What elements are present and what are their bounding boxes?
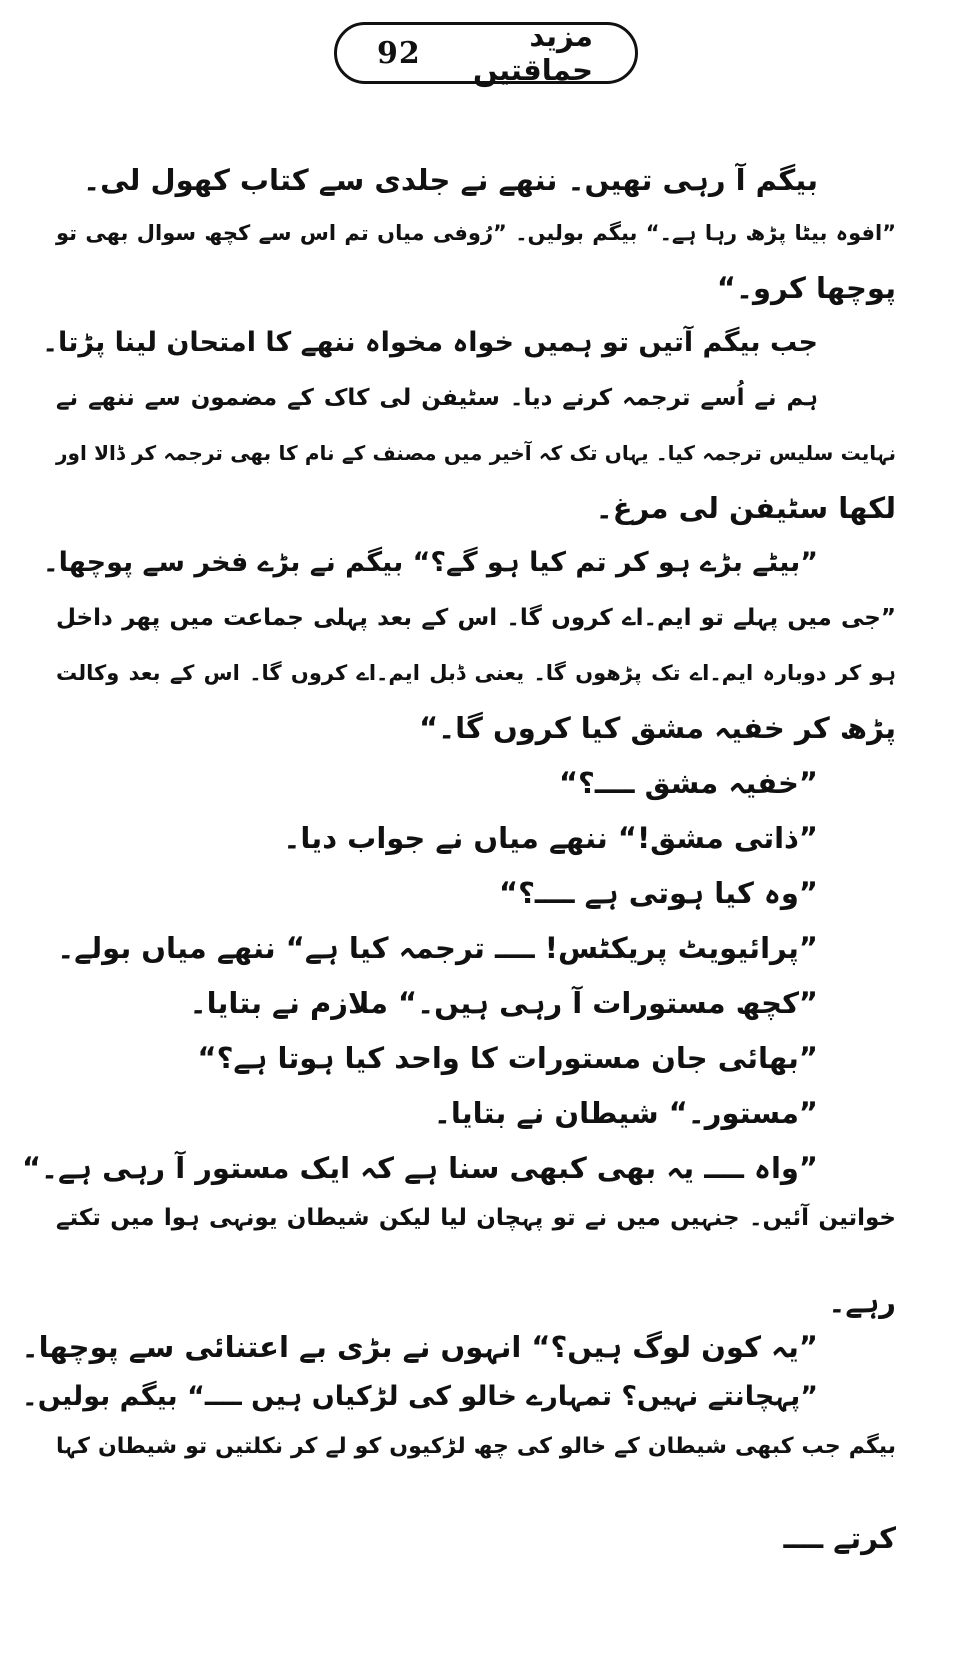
text-line-13: ”ذاتی مشق!“ ننھے میاں نے جواب دیا۔ [283,821,818,855]
text-line-17: ”بھائی جان مستورات کا واحد کیا ہوتا ہے؟“ [197,1041,818,1075]
text-line-16: ”کچھ مستورات آ رہی ہیں۔“ ملازم نے بتایا۔ [189,986,818,1020]
text-line-14: ”وہ کیا ہوتی ہے ــــ؟“ [499,876,818,910]
text-line-5: ہم نے اُسے ترجمہ کرنے دیا۔ سٹیفن لی کاک کے مضمون سے ننھے نے [56,385,818,411]
text-line-3: پوچھا کرو۔“ [716,271,896,305]
text-line-6: نہایت سلیس ترجمہ کیا۔ یہاں تک کہ آخیر میں مصنف کے نام کا بھی ترجمہ کر ڈالا اور [56,441,896,465]
text-line-25: کرتے ــــ [783,1521,896,1555]
text-line-23: ”پہچانتے نہیں؟ تمہارے خالو کی لڑکیاں ہیں ــــ“ بیگم بولیں۔ [21,1381,818,1412]
text-line-1: بیگم آ رہی تھیں۔ ننھے نے جلدی سے کتاب کھول لی۔ [83,163,818,197]
text-line-20: خواتین آئیں۔ جنہیں میں نے تو پہچان لیا لیکن شیطان یونہی ہوا میں تکتے [56,1205,896,1231]
text-line-12: ”خفیہ مشق ــــ؟“ [559,766,818,800]
text-line-7: لکھا سٹیفن لی مرغ۔ [595,491,896,525]
text-line-8: ”بیٹے بڑے ہو کر تم کیا ہو گے؟“ بیگم نے بڑے فخر سے پوچھا۔ [42,547,818,578]
text-line-15: ”پرائیویٹ پریکٹس! ــــ ترجمہ کیا ہے“ ننھے میاں بولے۔ [57,931,818,965]
text-line-18: ”مستور۔“ شیطان نے بتایا۔ [433,1096,818,1130]
text-line-9: ”جی میں پہلے تو ایم۔اے کروں گا۔ اس کے بعد پہلی جماعت میں پھر داخل [56,605,896,631]
page-number: 92 [377,35,421,71]
text-line-4: جب بیگم آتیں تو ہمیں خواہ مخواہ ننھے کا امتحان لینا پڑتا۔ [42,327,818,358]
text-line-24: بیگم جب کبھی شیطان کے خالو کی چھ لڑکیوں کو لے کر نکلتیں تو شیطان کہا [56,1434,896,1459]
text-line-21: رہے۔ [828,1285,896,1319]
book-title: مزید حماقتیں [473,19,593,87]
text-line-19: ”واہ ــــ یہ بھی کبھی سنا ہے کہ ایک مستور آ رہی ہے۔“ [21,1151,818,1185]
text-line-11: پڑھ کر خفیہ مشق کیا کروں گا۔“ [419,711,896,745]
text-line-22: ”یہ کون لوگ ہیں؟“ انہوں نے بڑی بے اعتنائی سے پوچھا۔ [21,1330,818,1364]
text-line-2: ”افوہ بیٹا پڑھ رہا ہے۔“ بیگم بولیں۔ ”رُوفی میاں تم اس سے کچھ سوال بھی تو [56,221,896,245]
page-header [334,19,638,87]
text-line-10: ہو کر دوبارہ ایم۔اے تک پڑھوں گا۔ یعنی ڈبل ایم۔اے کروں گا۔ اس کے بعد وکالت [56,661,896,685]
